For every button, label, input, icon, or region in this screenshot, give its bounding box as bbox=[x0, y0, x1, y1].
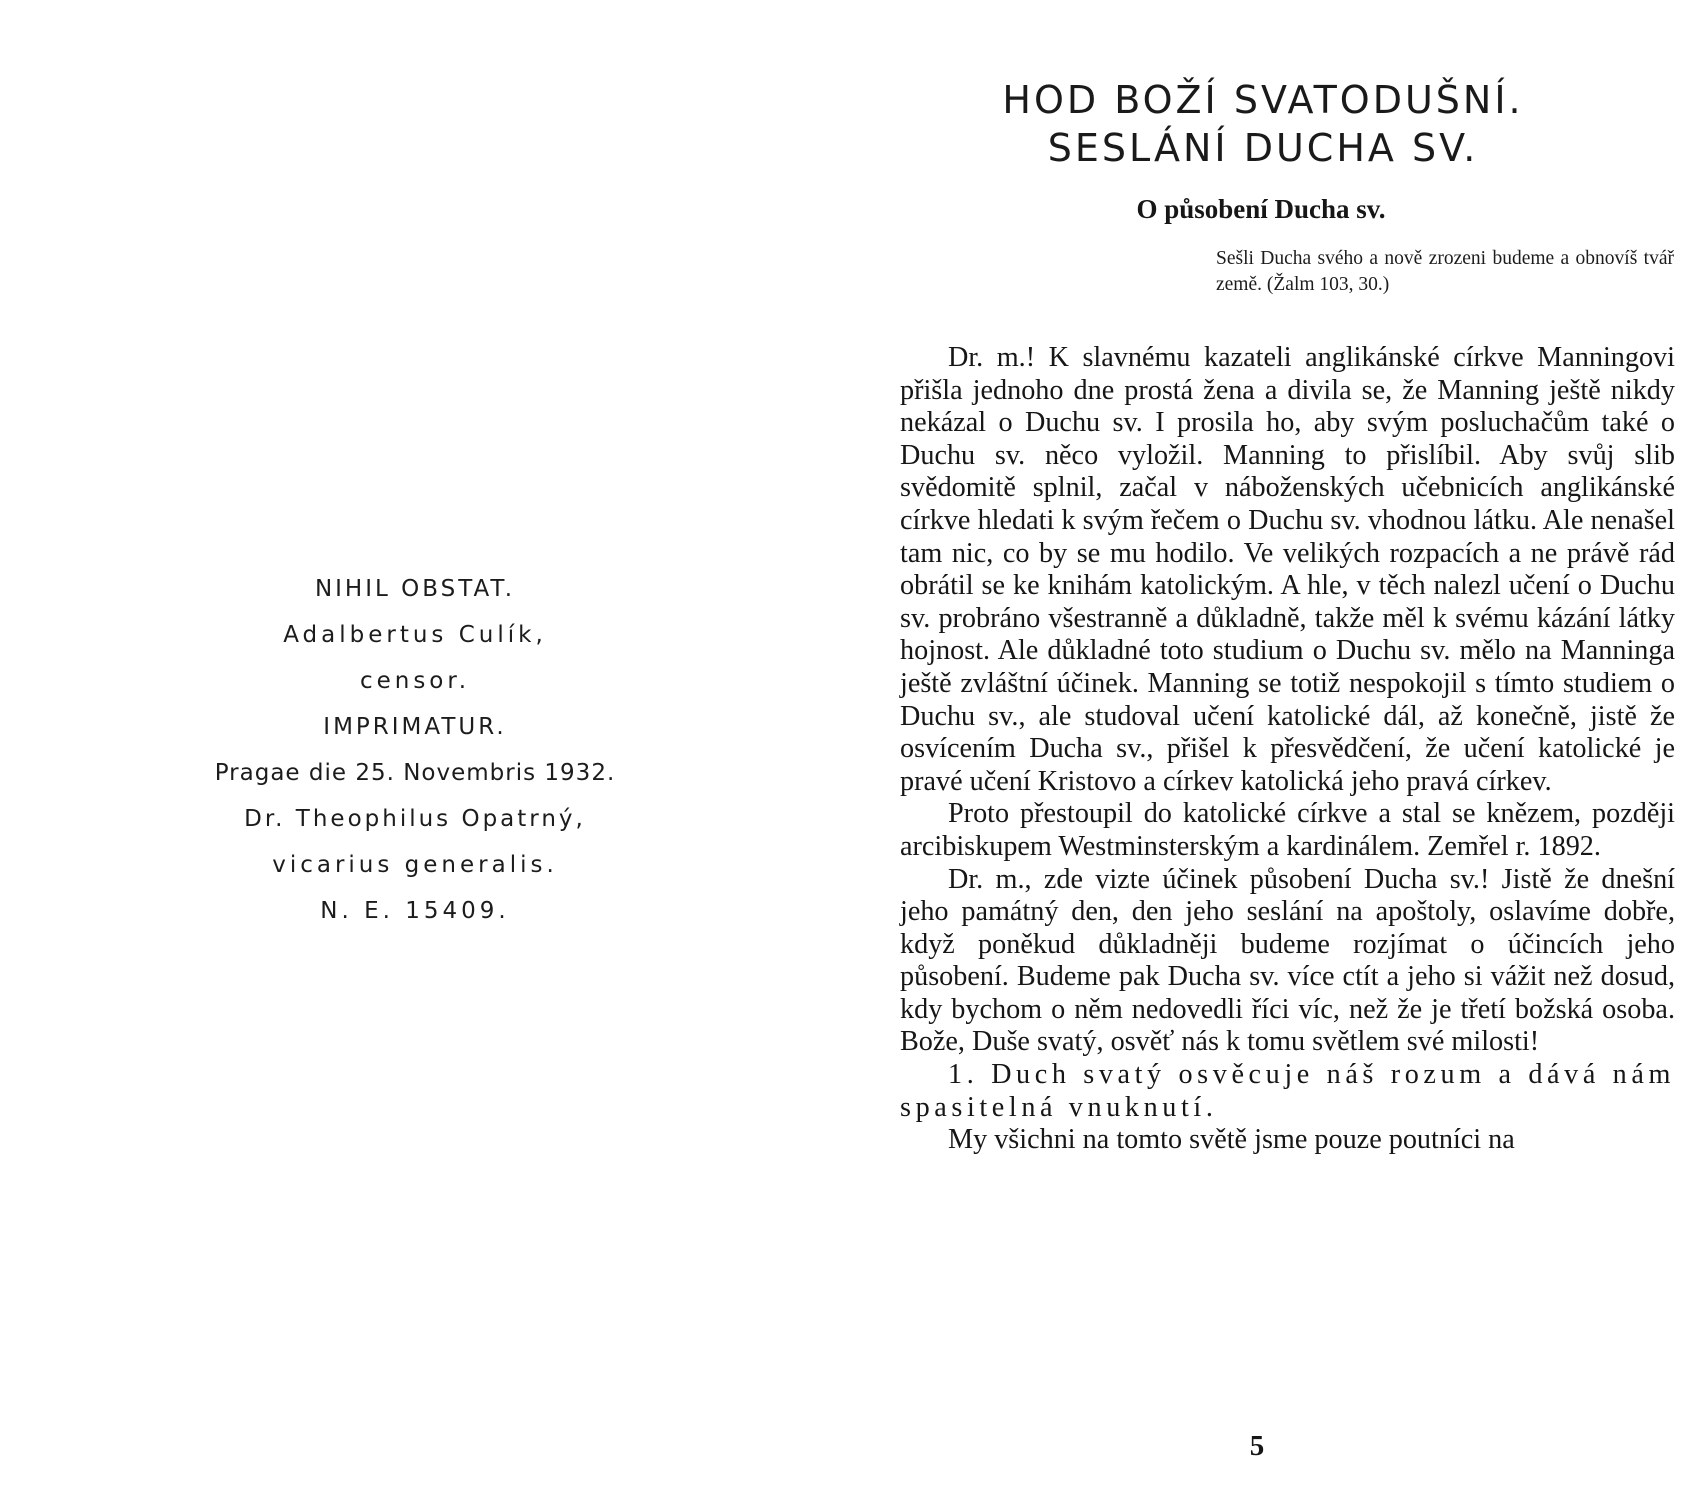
censor-title-line: censor. bbox=[359, 668, 471, 694]
section-heading: 1. Duch svatý osvěcuje náš rozum a dává nám spasitelná vnuknutí. bbox=[900, 1059, 1675, 1123]
motto-quote: Sešli Ducha svého a nově zrozeni budeme a obnovíš tvář země. (Žalm 103, 30.) bbox=[1216, 248, 1674, 295]
nihil-obstat-line: NIHIL OBSTAT. bbox=[314, 576, 516, 602]
paragraph: Dr. m., zde vizte účinek působení Ducha sv.! Jistě že dnešní jeho památný den, den jeho seslání na apoštoly, oslavíme dobře, když poněkud důkladněji budeme rozjímat o účincích jeho působení. Budeme pak Ducha sv. více ctít a jeho si vážit než dosud, kdy bychom o něm nedovedli říci víc, než že je třetí božská osoba. Bože, Duše svatý, osvěť nás k tomu světlem své milosti! bbox=[900, 863, 1675, 1058]
page-number: 5 bbox=[1249, 1430, 1265, 1462]
right-page bbox=[853, 0, 1706, 1500]
imprimatur-block bbox=[200, 566, 630, 934]
imprimatur-line: IMPRIMATUR. bbox=[323, 714, 507, 740]
censor-name-line: Adalbertus Culík, bbox=[283, 622, 547, 648]
page-title bbox=[983, 76, 1543, 172]
sermon-body bbox=[900, 342, 1675, 1157]
paragraph: Dr. m.! K slavnému kazateli anglikánské církve Manningovi přišla jednoho dne prostá žena a divila se, že Manning ještě nikdy nekázal o Duchu sv. I prosila ho, aby svým posluchačům také o Duchu sv. něco vyložil. Manning to přislíbil. Aby svůj slib svědomitě splnil, začal v náboženských učebnicích anglikánské církve hledati k svým řečem o Duchu sv. vhodnou látku. Ale nenašel tam nic, co by se mu hodilo. Ve velikých rozpacích a ne právě rád obrátil se ke knihám katolickým. A hle, v těch nalezl učení o Duchu sv. probráno všestranně a důkladně, takže měl k svému kázání látky hojnost. Ale důkladné toto studium o Duchu sv. mělo na Manninga ještě zvláštní účinek. Manning se totiž nespokojil s tímto studiem o Duchu sv., ale studoval učení katolické dál, až konečně, jistě že osvícením Ducha sv., přišel k přesvědčení, že učení katolické je pravé učení Kristovo a církev katolická jeho pravá církev. bbox=[900, 342, 1675, 797]
date-line: Pragae die 25. Novembris 1932. bbox=[214, 760, 616, 786]
reference-number-line: N. E. 15409. bbox=[320, 898, 510, 924]
title-line-2: SESLÁNÍ DUCHA SV. bbox=[1047, 126, 1479, 170]
paragraph-continued: My všichni na tomto světě jsme pouze poutníci na bbox=[948, 1124, 1515, 1156]
vicar-name-line: Dr. Theophilus Opatrný, bbox=[244, 806, 586, 832]
vicar-title-line: vicarius generalis. bbox=[272, 852, 558, 878]
title-line-1: HOD BOŽÍ SVATODUŠNÍ. bbox=[1002, 78, 1524, 122]
sermon-subtitle: O působení Ducha sv. bbox=[1136, 194, 1386, 224]
paragraph: Proto přestoupil do katolické církve a stal se knězem, později arcibiskupem Westminsterským a kardinálem. Zemřel r. 1892. bbox=[900, 798, 1675, 862]
